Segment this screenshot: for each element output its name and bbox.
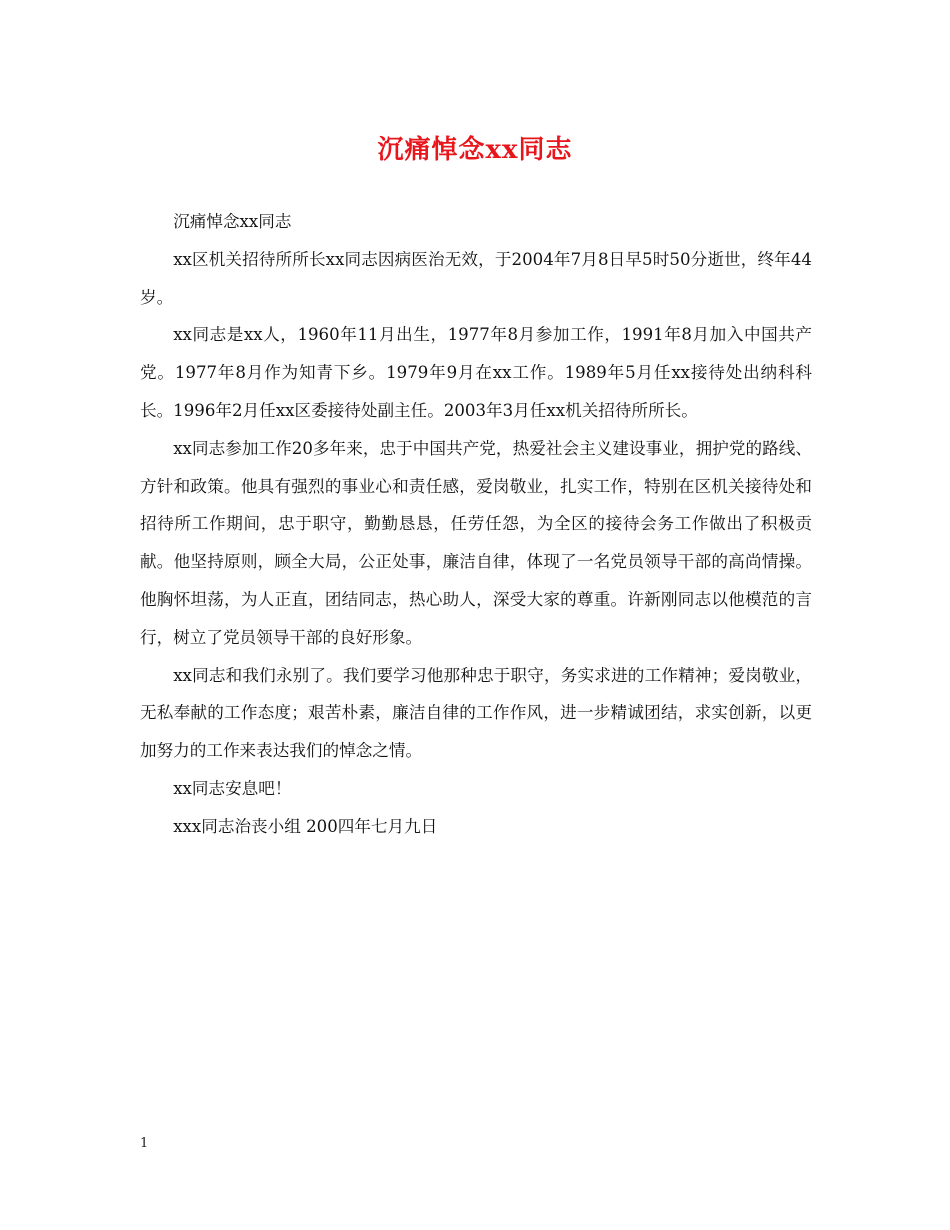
paragraph-heading: 沉痛悼念xx同志 [173,212,292,231]
paragraph-achievements: xx同志参加工作20多年来，忠于中国共产党，热爱社会主义建设事业，拥护党的路线、方针和政策。他具有强烈的事业心和责任感，爱岗敬业，扎实工作，特别在区机关接待处和招待所工作期间，忠于职守，勤勤恳恳，任劳任怨，为全区的接待会务工作做出了积极贡献。他坚持原则，顾全大局，公正处事，廉洁自律，体现了一名党员领导干部的高尚情操。他胸怀坦荡，为人正直，团结同志，热心助人，深受大家的尊重。许新刚同志以他模范的言行，树立了党员领导干部的良好形象。 [140,438,812,647]
paragraph-farewell: xx同志和我们永别了。我们要学习他那种忠于职守，务实求进的工作精神；爱岗敬业，无私奉献的工作态度；艰苦朴素，廉洁自律的工作作风，进一步精诚团结，求实创新，以更加努力的工作来表达我们的悼念之情。 [140,665,812,761]
page-number: 1 [140,1136,149,1151]
document-title: 沉痛悼念xx同志 [377,135,573,165]
paragraph-rest-in-peace: xx同志安息吧！ [173,778,292,798]
paragraph-biography: xx同志是xx人，1960年11月出生，1977年8月参加工作，1991年8月加入中国共产党。1977年8月作为知青下乡。1979年9月在xx工作。1989年5月任xx接待处出纳科科长。1996年2月任xx区委接待处副主任。2003年3月任xx机关招待所所长。 [140,325,812,420]
paragraph-signature: xxx同志治丧小组 200四年七月九日 [173,816,438,836]
paragraph-announcement: xx区机关招待所所长xx同志因病医治无效，于2004年7月8日早5时50分逝世，终年44岁。 [140,249,812,307]
document-body [140,203,812,846]
